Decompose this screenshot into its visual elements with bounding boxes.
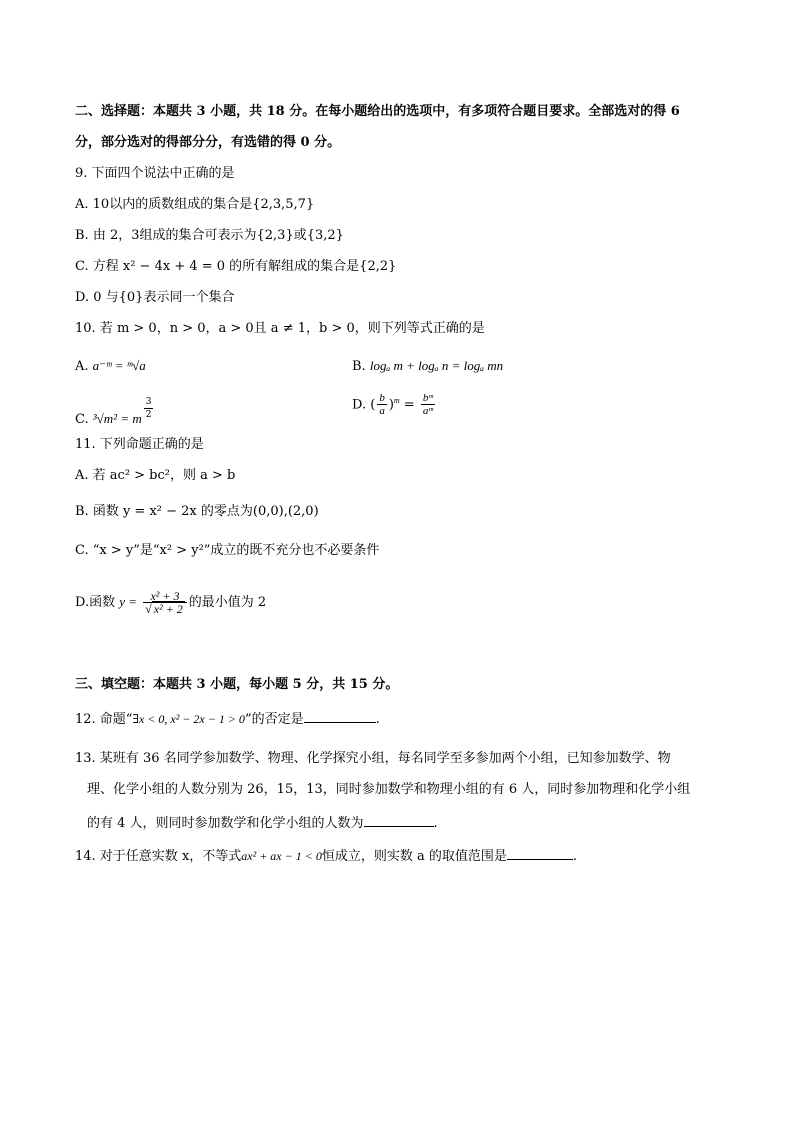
question-12: 12. 命题“∃x < 0, x² − 2x − 1 > 0”的否定是 . <box>75 708 380 729</box>
q11-option-c: C. “x > y”是“x² > y²”成立的既不充分也不必要条件 <box>75 543 380 558</box>
q9-option-a: A. 10以内的质数组成的集合是{2,3,5,7} <box>75 197 315 212</box>
question-14: 14. 对于任意实数 x，不等式ax² + ax − 1 < 0恒成立，则实数 a 的取值范围是 . <box>75 845 577 866</box>
section-2-line-1: 二、选择题：本题共 3 小题，共 18 分。在每小题给出的选项中，有多项符合题目要求。全部选对的得 6 <box>75 104 680 119</box>
q11-stem: 11. 下列命题正确的是 <box>75 437 204 452</box>
q10-option-d-lhs: $\frac{b}{a}$ <box>379 392 385 418</box>
q10-option-a: A. a⁻ᵐ = ᵐ√a <box>75 358 146 374</box>
q10-option-c-exponent: $\frac{3}{2}$ <box>145 397 152 420</box>
q9-stem: 9. 下面四个说法中正确的是 <box>75 166 235 181</box>
q14-answer-blank[interactable] <box>507 845 573 860</box>
q9-option-c: C. 方程 x² − 4x + 4 = 0 的所有解组成的集合是{2,2} <box>75 259 397 274</box>
q13-answer-blank[interactable] <box>364 812 434 827</box>
q10-option-b-expr: logₐ m + logₐ n = logₐ mn <box>369 358 504 373</box>
q9-option-b: B. 由 2，3组成的集合可表示为{2,3}或{3,2} <box>75 228 344 243</box>
q10-option-b: B. logₐ m + logₐ n = logₐ mn <box>352 358 504 374</box>
q10-option-a-expr: a⁻ᵐ = ᵐ√a <box>92 358 146 373</box>
q12-answer-blank[interactable] <box>304 708 376 723</box>
q11-option-b: B. 函数 y = x² − 2x 的零点为(0,0),(2,0) <box>75 504 319 519</box>
q12-expr: ∃x < 0, x² − 2x − 1 > 0 <box>132 712 245 726</box>
section-3-header: 三、填空题：本题共 3 小题，每小题 5 分，共 15 分。 <box>75 677 399 692</box>
q10-option-d: D. ( $\frac{b}{a}$ )$^m$ = $\frac{\text{bᵐ}}{\text{aᵐ}}$ <box>352 392 433 418</box>
q11-option-d: D.函数 y = $\frac{\text{x² + 3}}{\text{√ x² + 2}}$ 的最小值为 2 <box>75 589 267 616</box>
q13-line-1: 13. 某班有 36 名同学参加数学、物理、化学探究小组，每名同学至多参加两个小组，已知参加数学、物 <box>75 751 671 766</box>
q10-option-c-expr: ³√m² = m <box>92 411 142 426</box>
q11-option-d-fraction: $\frac{\text{x² + 3}}{\text{√ x² + 2}}$ <box>143 590 187 615</box>
q11-option-a: A. 若 ac² > bc²，则 a > b <box>75 468 236 483</box>
q14-expr: ax² + ax − 1 < 0 <box>241 849 322 863</box>
q10-option-d-rhs: $\frac{\text{bᵐ}}{\text{aᵐ}}$ <box>422 392 433 418</box>
q10-option-c: C. ³√m² = m $\frac{3}{2}$ <box>75 397 152 427</box>
section-2-line-2: 分，部分选对的得部分分，有选错的得 0 分。 <box>75 135 341 150</box>
q9-option-d: D. 0 与{0}表示同一个集合 <box>75 290 235 305</box>
q13-line-3: 的有 4 人，则同时参加数学和化学小组的人数为 . <box>87 812 438 833</box>
q10-stem: 10. 若 m > 0，n > 0，a > 0且 a ≠ 1，b > 0，则下列等式正确的是 <box>75 321 485 336</box>
q13-line-2: 理、化学小组的人数分别为 26，15，13，同时参加数学和物理小组的有 6 人，同时参加物理和化学小组 <box>87 782 691 797</box>
